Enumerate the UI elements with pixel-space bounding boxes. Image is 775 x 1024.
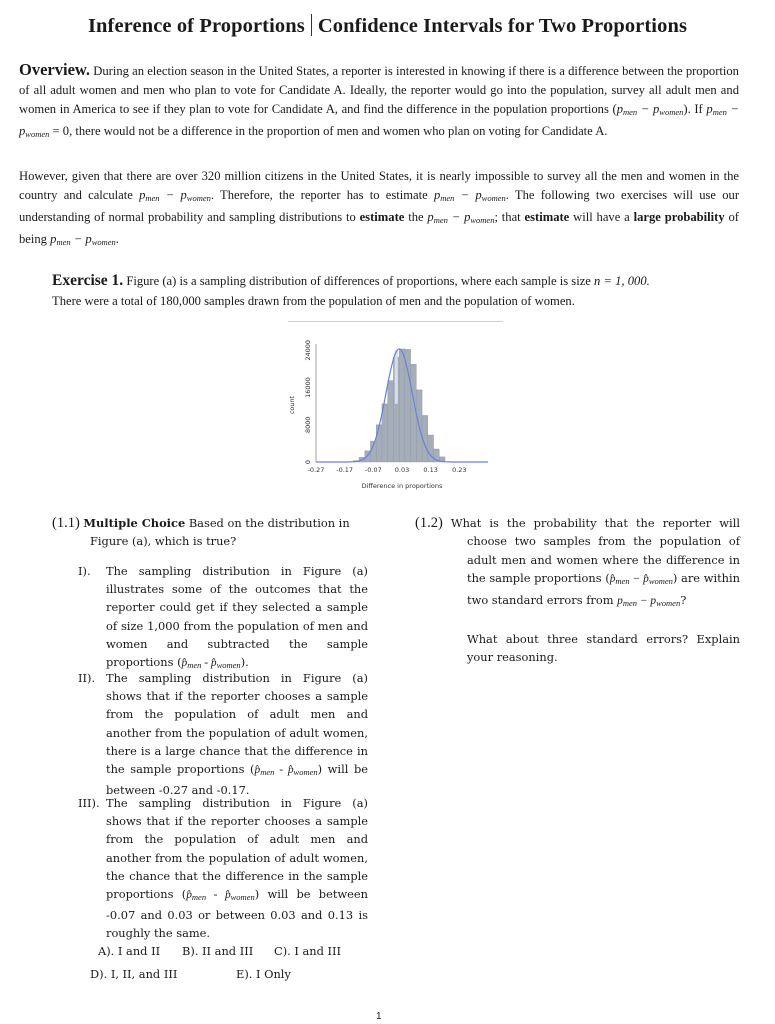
keyword-large-probability: large probability	[633, 210, 725, 224]
text: The sampling distribution in Figure (a) illustrates some of the outcomes that the reporter could get if they selected a sample of size 1,000 from the population of men and women and subtracted the sample proportions (	[106, 564, 368, 670]
statement-label: III).	[78, 796, 100, 810]
svg-text:0: 0	[304, 459, 312, 465]
text: During an election season in the United States, a reporter is interested in knowing if there is a difference between the proportion of all adult women and men who plan to vote for Candidate A. Ideally, the reporter would go into the population, survey all adult men and women in America to see if they plan to vote for Candidate A, and find the difference in the population proportions (	[19, 64, 739, 116]
keyword-estimate: estimate	[524, 210, 570, 224]
title-right: Confidence Intervals for Two Proportions	[317, 15, 688, 37]
math-p-men-minus-p-women: $p_{men} - p_{women}$	[617, 594, 681, 608]
text: will have a	[569, 210, 634, 224]
histogram-chart	[250, 318, 520, 493]
math-n-equals: n = 1, 000.	[594, 274, 650, 288]
question-1-2	[415, 514, 740, 667]
math-p-men-minus-p-women: $p_{men} - p_{women}$	[50, 232, 116, 247]
statement-ii	[78, 669, 368, 799]
choice-e[interactable]: E). I Only	[236, 967, 291, 981]
however-paragraph	[19, 167, 739, 252]
svg-text:0.03: 0.03	[394, 466, 410, 474]
math-phat-men-minus-phat-women: $p̂_{men}$ - $p̂_{women}$	[181, 657, 241, 671]
overview-heading: Overview.	[19, 60, 91, 79]
question-number: (1.1)	[52, 515, 80, 531]
text: ; that	[494, 210, 525, 224]
choice-a[interactable]: A). I and II	[98, 944, 161, 958]
text: Figure (a) is a sampling distribution of differences of proportions, where each sample is size	[126, 274, 595, 288]
keyword-estimate: estimate	[359, 210, 405, 224]
choice-b[interactable]: B). II and III	[182, 944, 254, 958]
text: ?	[680, 592, 687, 607]
svg-text:-0.27: -0.27	[307, 466, 325, 474]
text: ). If	[683, 102, 707, 116]
title-separator	[311, 14, 312, 36]
text: What is the probability that the reporter will choose two samples from the population of adult men and women where the difference in the sample proportions (	[450, 516, 740, 586]
text: the	[404, 210, 428, 224]
page-number: 1	[376, 1011, 382, 1022]
overview-paragraph	[19, 60, 739, 144]
exercise-1-intro	[52, 271, 742, 311]
math-p-men-minus-p-women: $p_{men} - p_{women}$	[427, 210, 495, 225]
math-p-men-minus-p-women: $p_{men} - p_{women}$	[19, 102, 740, 139]
svg-text:Difference in proportions: Difference in proportions	[361, 482, 443, 490]
text: There were a total of 180,000 samples drawn from the population of men and the population of women.	[52, 294, 575, 308]
text: ) will be between -0.07 and 0.03 or between 0.03 and 0.13 is roughly the same.	[106, 887, 368, 941]
math-phat-men-minus-phat-women: $p̂_{men}$ − $p̂_{women}$	[609, 573, 673, 587]
math-phat-men-minus-phat-women: $p̂_{men}$ - $p̂_{women}$	[254, 764, 318, 778]
svg-text:16000: 16000	[304, 377, 312, 398]
text: . Therefore, the reporter has to estimate	[210, 188, 434, 202]
statement-label: II).	[78, 671, 96, 685]
text: ) will be between -0.27 and -0.17.	[106, 762, 368, 798]
svg-text:count: count	[288, 395, 296, 415]
statement-label: I).	[78, 564, 91, 578]
question-stem: Based on the distribution in Figure (a), which is true?	[90, 516, 350, 549]
text: The sampling distribution in Figure (a) shows that if the reporter chooses a sample from the population of adult men and another from the population of adult women, the chance that the difference in the sample proportions (	[106, 796, 368, 902]
choice-d[interactable]: D). I, II, and III	[90, 967, 178, 981]
statement-iii	[78, 794, 368, 943]
svg-text:24000: 24000	[304, 339, 312, 361]
svg-text:0.13: 0.13	[423, 466, 438, 474]
text: ) are within two standard errors from	[467, 571, 740, 607]
text: .	[115, 232, 119, 246]
text: . The following two exercises will use our understanding of normal probability and sampling distributions to	[19, 188, 740, 224]
math-p-men-minus-p-women: $p_{men} - p_{women}$	[616, 102, 684, 117]
svg-text:0.23: 0.23	[452, 466, 467, 474]
statement-i	[78, 562, 368, 674]
svg-text:8000: 8000	[304, 416, 312, 434]
exercise-heading: Exercise 1.	[52, 272, 124, 289]
svg-text:-0.17: -0.17	[336, 466, 354, 474]
svg-text:-0.07: -0.07	[364, 466, 382, 474]
math-p-men-minus-p-women: $p_{men} - p_{women}$	[433, 188, 506, 203]
title-left: Inference of Proportions	[87, 15, 305, 37]
page-title	[0, 14, 775, 38]
math-phat-men-minus-phat-women: $p̂_{men}$ - $p̂_{women}$	[186, 889, 255, 903]
text: of being	[19, 210, 739, 246]
question-1-1	[52, 514, 367, 551]
text: The sampling distribution in Figure (a) shows that if the reporter chooses a sample from the population of adult men and another from the population of adult women, there is a large chance that the difference in the sample proportions (	[106, 671, 368, 777]
text: However, given that there are over 320 million citizens in the United States, it is nearly impossible to survey all the men and women in the country and calculate	[19, 169, 739, 202]
math-p-men-minus-p-women: $p_{men} - p_{women}$	[139, 188, 211, 203]
text: = 0, there would not be a difference in the proportion of men and women who plan on voting for Candidate A.	[49, 124, 608, 138]
question-type: Multiple Choice	[83, 516, 186, 530]
figure-a-histogram	[250, 318, 520, 493]
text: ).	[240, 655, 249, 670]
question-number: (1.2)	[415, 515, 443, 531]
follow-up-question: What about three standard errors? Explain your reasoning.	[467, 632, 740, 665]
choice-c[interactable]: C). I and III	[274, 944, 342, 958]
